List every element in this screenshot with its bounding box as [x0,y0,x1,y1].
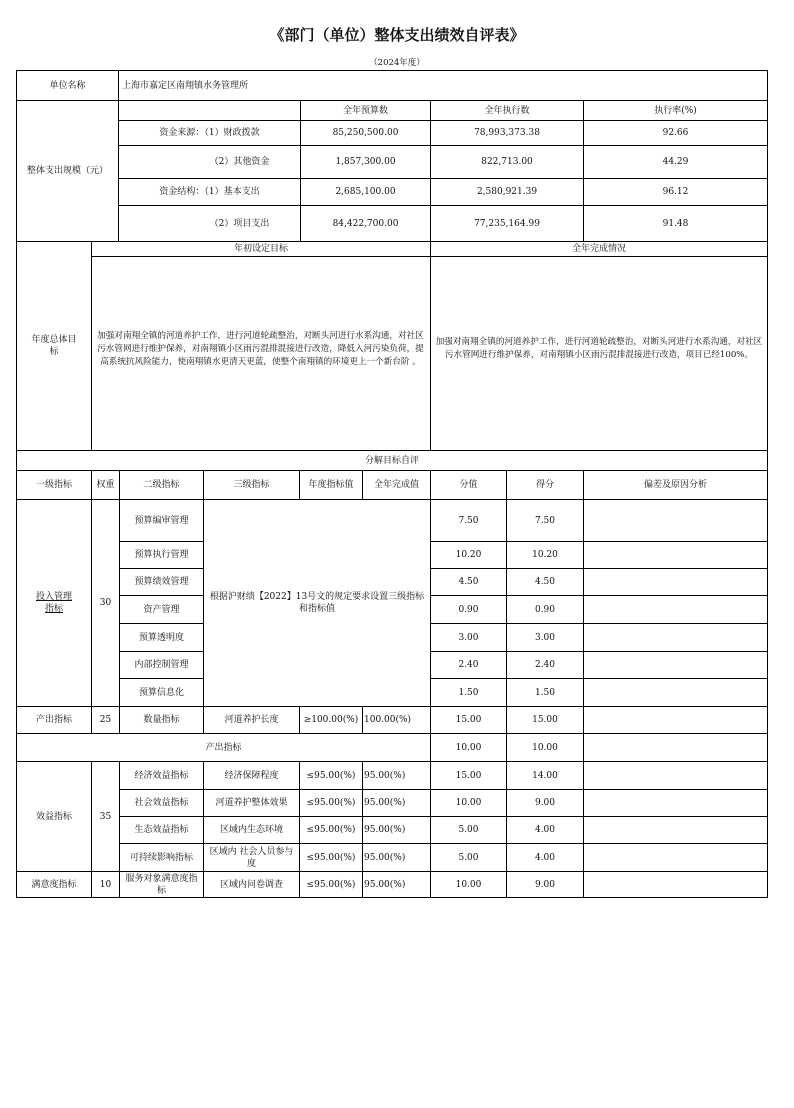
output-subtotal-score: 10.00 [455,742,482,753]
goals-initial-header: 年初设定目标 [233,244,288,254]
benefit-done: 95.00(%) [364,852,406,863]
col-weight: 权重 [96,480,115,490]
benefit-level2: 经济效益指标 [134,770,189,781]
satisfaction-target: ≤95.00(%) [306,879,356,890]
investment-got: 2.40 [534,660,556,670]
scale-row-rate: 91.48 [662,218,689,229]
benefit-got: 14.00 [532,770,558,781]
satisfaction-level3: 区域内问卷调查 [219,879,283,890]
unit-value: 上海市嘉定区南翔镇水务管理所 [122,80,249,91]
output-weight: 25 [99,715,112,725]
satisfaction-weight: 10 [99,879,112,890]
investment-score: 7.50 [458,515,479,526]
output-level1: 产出指标 [35,715,72,725]
col-level2: 二级指标 [143,480,180,490]
investment-level3: 根据沪财绩【2022】13号文的规定要求设置三级指标和指标值 [209,592,425,614]
benefit-score: 10.00 [455,798,482,808]
benefit-score: 5.00 [458,852,479,863]
investment-score: 3.00 [458,632,479,643]
scale-row-rate: 92.66 [662,128,689,138]
goals-initial-text: 加强对南翔全镇的河道养护工作，进行河道轮疏整治，对断头河进行水系沟通，对社区污水管网进行维护保养，对南翔镇小区雨污混排混接进行改造，降低入河污染负荷，提高系统抗风险能力，使南翔镇水更清天更蓝，使整个南翔镇的环境更上一个新台阶 。 [97,331,424,367]
output-level3: 河道养护长度 [224,715,279,725]
scale-row-budget: 84,422,700.00 [332,218,399,229]
investment-level1-link[interactable]: 投入管理指标 [35,592,72,614]
investment-got: 0.90 [534,604,556,615]
output-subtotal-got: 10.00 [532,742,558,753]
scale-row-actual: 2,580,921.39 [476,187,538,197]
col-score: 分值 [459,480,478,490]
benefit-target: ≤95.00(%) [306,798,356,808]
benefit-weight: 35 [99,811,112,822]
benefit-score: 5.00 [458,825,479,835]
benefit-target: ≤95.00(%) [306,825,356,835]
investment-level2: 预算绩效管理 [134,577,189,587]
investment-score: 10.20 [455,550,482,560]
investment-got: 1.50 [534,687,556,698]
benefit-score: 15.00 [455,770,482,781]
col-level1: 一级指标 [35,480,72,490]
output-target: ≥100.00(%) [303,715,359,725]
col-target: 年度指标值 [308,480,354,490]
report-year: （2024年度） [369,58,425,68]
investment-level2: 预算透明度 [138,632,184,643]
goals-label: 年度总体目标 [31,335,77,357]
investment-level2: 预算信息化 [138,687,184,698]
investment-got: 4.50 [534,577,556,587]
page-title: 《部门（单位）整体支出绩效自评表》 [269,26,525,44]
satisfaction-level1: 满意度指标 [31,879,77,890]
benefit-level2: 社会效益指标 [134,798,189,808]
scale-row-actual: 77,235,164.99 [474,218,540,229]
benefit-done: 95.00(%) [364,798,406,808]
scale-label: 整体支出规模（元） [26,166,108,176]
goals-complete-text: 加强对南翔全镇的河道养护工作，进行河道轮疏整治，对断头河进行水系沟通，对社区污水管网进行维护保养，对南翔镇小区雨污混排混接进行改造，项目已经100%。 [435,337,763,360]
satisfaction-got: 9.00 [534,879,556,890]
unit-label: 单位名称 [49,80,86,91]
scale-row-rate: 44.29 [662,157,689,167]
scale-row-budget: 85,250,500.00 [332,128,399,138]
benefit-got: 9.00 [534,798,556,808]
benefit-level3: 经济保障程度 [224,770,279,781]
scale-row-label: 资金结构：（1）基本支出 [159,187,260,197]
output-score: 15.00 [455,715,482,725]
header-rate: 执行率(%) [654,105,697,116]
benefit-level2: 生态效益指标 [134,825,189,835]
benefit-level3: 河道养护整体效果 [215,798,288,808]
benefit-got: 4.00 [534,825,556,835]
investment-got: 3.00 [534,632,556,643]
scale-row-budget: 2,685,100.00 [335,187,396,197]
benefit-level1: 效益指标 [35,811,72,822]
investment-got: 7.50 [534,515,556,526]
col-analysis: 偏差及原因分析 [643,480,707,490]
scale-row-label: 资金来源：（1）财政拨款 [159,128,260,138]
breakdown-header: 分解目标自评 [364,455,419,466]
output-level2: 数量指标 [143,715,180,725]
benefit-level2: 可持续影响指标 [129,852,193,863]
scale-row-actual: 822,713.00 [481,157,533,167]
scale-row-actual: 78,993,373.38 [474,128,540,138]
goals-complete-header: 全年完成情况 [571,244,626,254]
benefit-level3: 区域内生态环境 [219,825,283,835]
header-actual: 全年执行数 [484,105,530,116]
benefit-target: ≤95.00(%) [306,770,356,781]
col-level3: 三级指标 [233,480,270,490]
investment-score: 2.40 [458,660,479,670]
investment-weight: 30 [99,598,112,608]
col-done: 全年完成值 [373,480,419,490]
investment-level2: 内部控制管理 [134,660,189,670]
scale-row-label: （2）项目支出 [209,218,270,229]
satisfaction-level2: 服务对象满意度指标 [125,873,198,896]
output-subtotal-label: 产出指标 [205,742,242,753]
investment-score: 0.90 [458,604,479,615]
scale-row-budget: 1,857,300.00 [335,157,396,167]
investment-score: 4.50 [458,577,479,587]
satisfaction-done: 95.00(%) [364,879,406,890]
output-done: 100.00(%) [364,715,412,725]
investment-level2: 预算编审管理 [134,515,189,526]
satisfaction-score: 10.00 [455,879,482,890]
benefit-done: 95.00(%) [364,770,406,781]
benefit-target: ≤95.00(%) [306,852,356,863]
scale-row-label: （2）其他资金 [209,157,270,167]
header-budget: 全年预算数 [342,105,388,116]
investment-level2: 资产管理 [143,604,180,615]
investment-score: 1.50 [458,687,479,698]
benefit-done: 95.00(%) [364,825,406,835]
investment-got: 10.20 [532,550,558,560]
investment-level2: 预算执行管理 [134,550,189,560]
output-got: 15.00 [532,715,558,725]
col-got: 得分 [535,480,554,490]
benefit-level3: 区域内 社会人员参与度 [209,846,294,869]
benefit-got: 4.00 [534,852,556,863]
scale-row-rate: 96.12 [662,187,689,197]
